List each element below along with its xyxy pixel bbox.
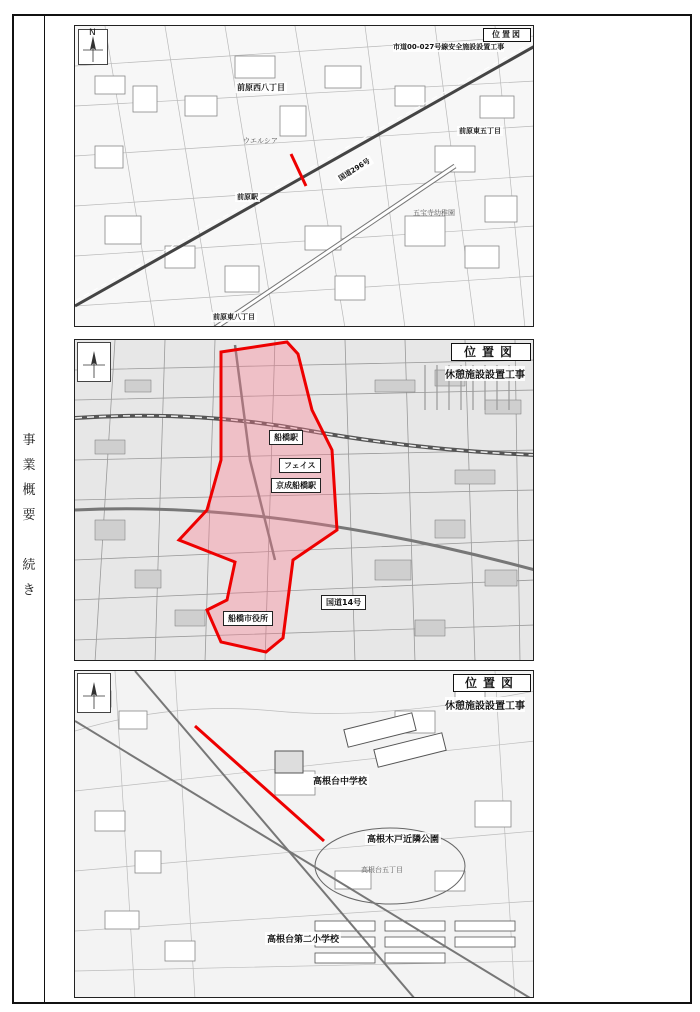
compass-rose-icon <box>77 673 111 713</box>
school-label: 高根台中学校 <box>311 774 369 787</box>
compass-rose-icon <box>78 29 108 65</box>
station-label: 京成船橋駅 <box>271 478 321 493</box>
side-label <box>12 428 46 603</box>
location-map-3 <box>74 670 534 998</box>
station-label: 船橋駅 <box>269 430 303 445</box>
map-3-subtitle: 休憩施設設置工事 <box>445 697 525 712</box>
side-char: 概 <box>22 483 36 498</box>
poi-label: 五宝寺幼稚園 <box>413 209 455 217</box>
side-char: 続 <box>22 558 36 573</box>
area-label: 前原東五丁目 <box>459 127 501 135</box>
route-label: 国道14号 <box>321 595 366 610</box>
city-hall-label: 船橋市役所 <box>223 611 273 626</box>
station-label: 前原駅 <box>237 193 258 201</box>
park-label: 高根木戸近隣公園 <box>365 832 441 845</box>
side-char: 業 <box>22 458 36 473</box>
map-3-graphic <box>75 671 534 998</box>
location-map-1 <box>74 25 534 327</box>
map-2-title: 位置図 <box>451 343 531 361</box>
route-label: 国道296号 <box>335 155 374 184</box>
map-2-graphic <box>75 340 534 661</box>
map-1-graphic <box>75 26 534 327</box>
compass-rose-icon <box>77 342 111 382</box>
side-char: 要 <box>22 508 36 523</box>
map-2-subtitle: 休憩施設設置工事 <box>445 366 525 381</box>
school-label: 高根台第二小学校 <box>265 932 341 945</box>
map-1-subtitle: 市道00-027号線安全施設設置工事 <box>393 43 505 51</box>
poi-label: ウエルシア <box>243 137 278 145</box>
area-label: 高根台五丁目 <box>361 866 403 874</box>
area-label: 前原西八丁目 <box>237 83 285 92</box>
location-map-2 <box>74 339 534 661</box>
map-3-title: 位置図 <box>453 674 531 692</box>
building-label: フェイス <box>279 458 321 473</box>
compass-north-label: N <box>89 28 96 38</box>
map-1-title: 位置図 <box>483 28 531 42</box>
side-char: 事 <box>22 433 36 448</box>
area-label: 前原東八丁目 <box>213 313 255 321</box>
side-char: き <box>22 583 36 598</box>
